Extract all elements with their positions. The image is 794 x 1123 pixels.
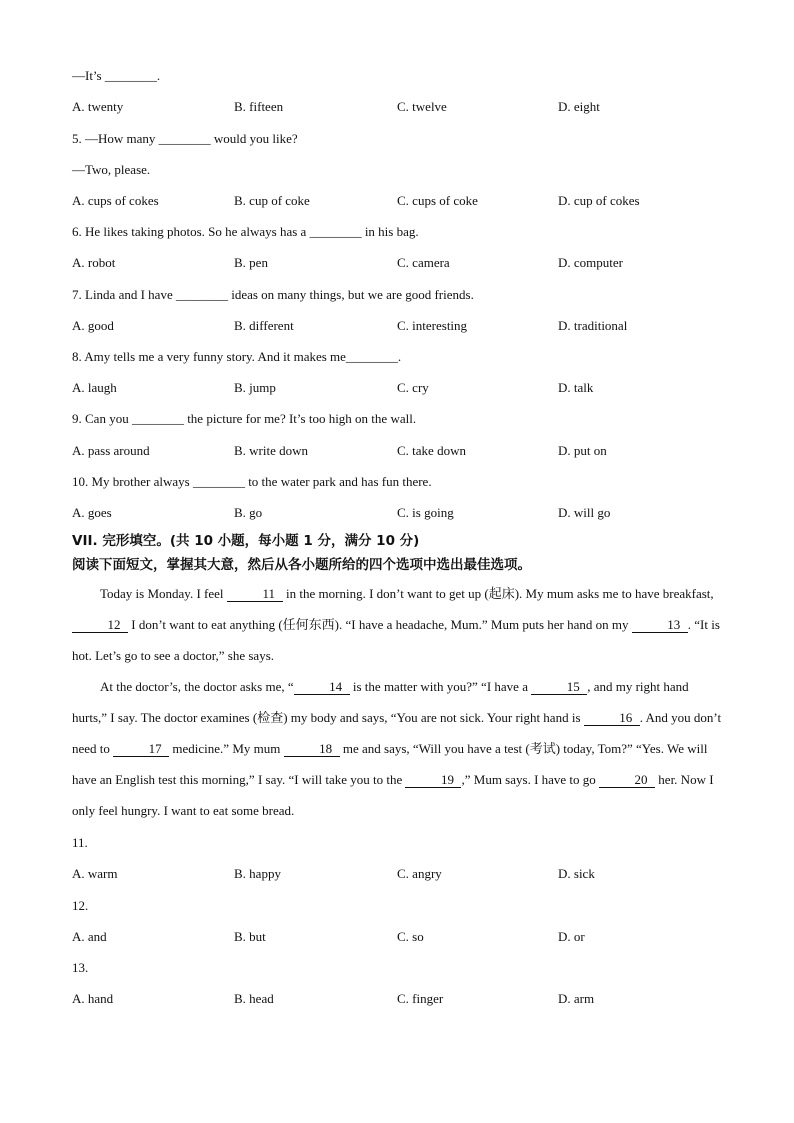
q4-answer-line: —It’s ________.: [72, 68, 161, 83]
question-stem: 7. Linda and I have ________ ideas on many things, but we are good friends.: [72, 287, 474, 302]
option-b: B. cup of coke: [234, 193, 310, 208]
option-d: D. arm: [558, 991, 595, 1006]
cloze-options: [72, 865, 752, 883]
option-c: C. is going: [397, 505, 454, 520]
section-title: VII. 完形填空。(共 10 小题，每小题 1 分，满分 10 分): [72, 533, 420, 549]
option-a: A. good: [72, 318, 114, 333]
q4-options: [72, 98, 752, 116]
blank-13: 13: [632, 618, 688, 633]
option-b: B. but: [234, 929, 266, 944]
option-d: D. put on: [558, 443, 607, 458]
cloze-question-number: 11.: [72, 835, 88, 850]
question-options: [72, 504, 752, 522]
cloze-question-number: 13.: [72, 960, 89, 975]
option-a: A. pass around: [72, 443, 150, 458]
option-a: A. laugh: [72, 380, 117, 395]
option-b: B. different: [234, 318, 294, 333]
option-c: C. take down: [397, 443, 466, 458]
blank-19: 19: [405, 773, 461, 788]
option-b: B. fifteen: [234, 99, 284, 114]
option-d: D. sick: [558, 866, 595, 881]
cloze-passage: [72, 578, 722, 826]
blank-18: 18: [284, 742, 340, 757]
option-d: D. or: [558, 929, 585, 944]
option-c: C. cry: [397, 380, 429, 395]
section-instruction: 阅读下面短文，掌握其大意，然后从各小题所给的四个选项中选出最佳选项。: [72, 557, 531, 573]
option-c: C. twelve: [397, 99, 447, 114]
passage-paragraph-2: At the doctor’s, the doctor asks me, “ 14 is the matter with you?” “I have a 15 , and my right hand hurts,” I say. The doctor examines (检查) my body and says, “You are not sick. Your right hand is 16 . And you don’t need to 17 medicine.” My mum 18 me and says, “Will you have a test (考试) today, Tom?” “Yes. We will have an English test this morning,” I say. “I will take you to the 19 ,” Mum says. I have to go 20 her. Now I only feel hungry. I want to eat some bread.: [72, 679, 722, 818]
blank-17: 17: [113, 742, 169, 757]
question-options: [72, 254, 752, 272]
blank-16: 16: [584, 711, 640, 726]
blank-20: 20: [599, 773, 655, 788]
option-b: B. head: [234, 991, 274, 1006]
option-d: D. eight: [558, 99, 600, 114]
option-d: D. talk: [558, 380, 594, 395]
option-d: D. computer: [558, 255, 623, 270]
question-stem: 6. He likes taking photos. So he always has a ________ in his bag.: [72, 224, 419, 239]
question-extra: —Two, please.: [72, 162, 151, 177]
cloze-question-number: 12.: [72, 898, 89, 913]
option-b: B. jump: [234, 380, 276, 395]
question-stem: 5. —How many ________ would you like?: [72, 131, 298, 146]
option-b: B. write down: [234, 443, 309, 458]
option-a: A. and: [72, 929, 107, 944]
option-a: A. hand: [72, 991, 114, 1006]
option-c: C. finger: [397, 991, 444, 1006]
option-b: B. go: [234, 505, 263, 520]
option-c: C. camera: [397, 255, 450, 270]
option-a: A. cups of cokes: [72, 193, 159, 208]
option-a: A. twenty: [72, 99, 124, 114]
passage-paragraph-1: Today is Monday. I feel 11 in the morning. I don’t want to get up (起床). My mum asks me to have breakfast, 12 I don’t want to eat anything (任何东西). “I have a headache, Mum.” Mum puts her hand on my 13 . “It is hot. Let’s go to see a doctor,” she says.: [72, 586, 720, 663]
option-d: D. traditional: [558, 318, 628, 333]
option-c: C. cups of coke: [397, 193, 478, 208]
question-options: [72, 192, 752, 210]
question-options: [72, 317, 752, 335]
question-stem: 9. Can you ________ the picture for me? It’s too high on the wall.: [72, 411, 417, 426]
cloze-options: [72, 928, 752, 946]
question-stem: 10. My brother always ________ to the water park and has fun there.: [72, 474, 432, 489]
option-c: C. angry: [397, 866, 442, 881]
blank-12: 12: [72, 618, 128, 633]
option-d: D. cup of cokes: [558, 193, 640, 208]
option-b: B. pen: [234, 255, 268, 270]
option-c: C. so: [397, 929, 424, 944]
blank-15: 15: [531, 680, 587, 695]
option-a: A. warm: [72, 866, 118, 881]
option-d: D. will go: [558, 505, 611, 520]
option-c: C. interesting: [397, 318, 468, 333]
question-stem: 8. Amy tells me a very funny story. And it makes me________.: [72, 349, 402, 364]
option-a: A. goes: [72, 505, 112, 520]
blank-14: 14: [294, 680, 350, 695]
question-options: [72, 442, 752, 460]
blank-11: 11: [227, 587, 283, 602]
cloze-options: [72, 990, 752, 1008]
option-b: B. happy: [234, 866, 281, 881]
question-options: [72, 379, 752, 397]
option-a: A. robot: [72, 255, 116, 270]
